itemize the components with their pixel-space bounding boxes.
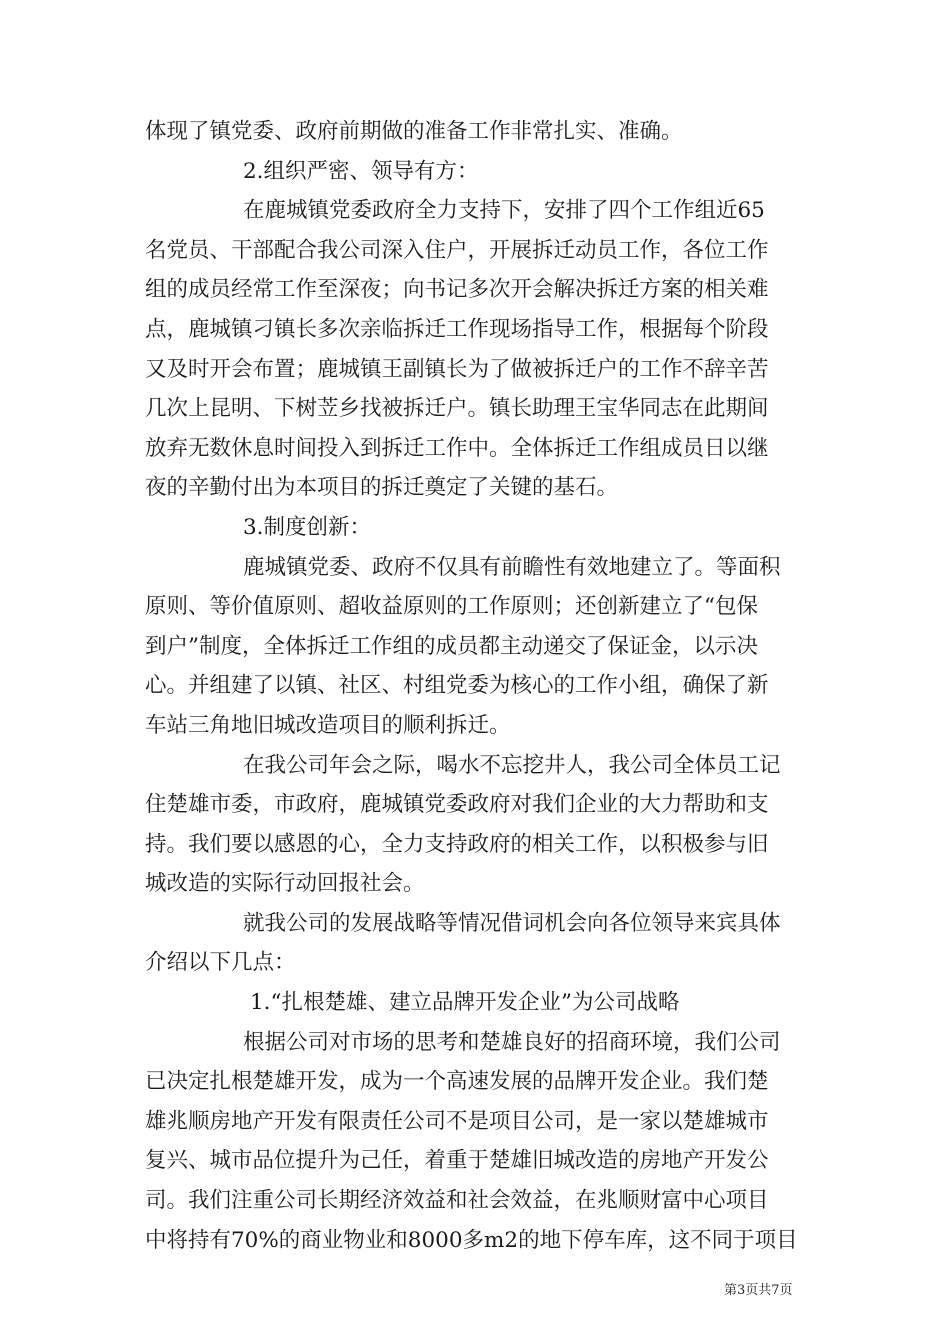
text-line: 在鹿城镇党委政府全力支持下，安排了四个工作组近65	[243, 198, 765, 224]
text-line: 到户”制度，全体拆迁工作组的成员都主动递交了保证金，以示决	[145, 633, 758, 659]
text-line: 复兴、城市品位提升为己任，着重于楚雄旧城改造的房地产开发公	[145, 1148, 769, 1174]
strategy-heading-1: 1.“扎根楚雄、建立品牌开发企业”为公司战略	[250, 990, 680, 1016]
text-line: 雄兆顺房地产开发有限责任公司不是项目公司，是一家以楚雄城市	[145, 1108, 769, 1134]
text-line: 持。我们要以感恩的心，全力支持政府的相关工作，以积极参与旧	[145, 831, 769, 857]
text-line: 几次上昆明、下树苙乡找被拆迁户。镇长助理王宝华同志在此期间	[145, 396, 769, 422]
text-line: 点，鹿城镇刁镇长多次亲临拆迁工作现场指导工作，根据每个阶段	[145, 316, 769, 342]
text-line: 鹿城镇党委、政府不仅具有前瞻性有效地建立了。等面积	[243, 554, 781, 580]
text-line: 体现了镇党委、政府前期做的准备工作非常扎实、准确。	[145, 119, 683, 144]
text-line: 心。并组建了以镇、社区、村组党委为核心的工作小组，确保了新	[145, 673, 769, 699]
section-heading-2: 2.组织严密、领导有方：	[243, 158, 479, 184]
text-line: 司。我们注重公司长期经济效益和社会效益，在兆顺财富中心项目	[145, 1188, 769, 1214]
text-line: 名党员、干部配合我公司深入住户，开展拆迁动员工作，各位工作	[145, 237, 769, 263]
text-line: 车站三角地旧城改造项目的顺利拆迁。	[145, 712, 511, 738]
text-line: 原则、等价值原则、超收益原则的工作原则；还创新建立了“包保	[145, 594, 758, 620]
text-line: 城改造的实际行动回报社会。	[145, 871, 425, 897]
text-line: 夜的辛勤付出为本项目的拆迁奠定了关键的基石。	[145, 475, 619, 501]
page-number: 第3页共7页	[724, 1283, 793, 1298]
text-line: 住楚雄市委，市政府，鹿城镇党委政府对我们企业的大力帮助和支	[145, 792, 769, 818]
text-line: 介绍以下几点：	[145, 950, 296, 976]
text-line: 就我公司的发展战略等情况借词机会向各位领导来宾具体	[243, 910, 781, 936]
text-line: 在我公司年会之际，喝水不忘挖井人，我公司全体员工记	[243, 752, 781, 778]
text-line: 中将持有70%的商业物业和8000多m2的地下停车库，这不同于项目	[145, 1227, 798, 1253]
document-body	[145, 112, 805, 1260]
section-heading-3: 3.制度创新：	[243, 514, 372, 540]
text-line: 又及时开会布置；鹿城镇王副镇长为了做被拆迁户的工作不辞辛苦	[145, 356, 769, 382]
text-line: 已决定扎根楚雄开发，成为一个高速发展的品牌开发企业。我们楚	[145, 1069, 769, 1095]
text-line: 放弃无数休息时间投入到拆迁工作中。全体拆迁工作组成员日以继	[145, 435, 769, 461]
text-line: 组的成员经常工作至深夜；向书记多次开会解决拆迁方案的相关难	[145, 277, 769, 303]
text-line: 根据公司对市场的思考和楚雄良好的招商环境，我们公司	[243, 1029, 781, 1055]
